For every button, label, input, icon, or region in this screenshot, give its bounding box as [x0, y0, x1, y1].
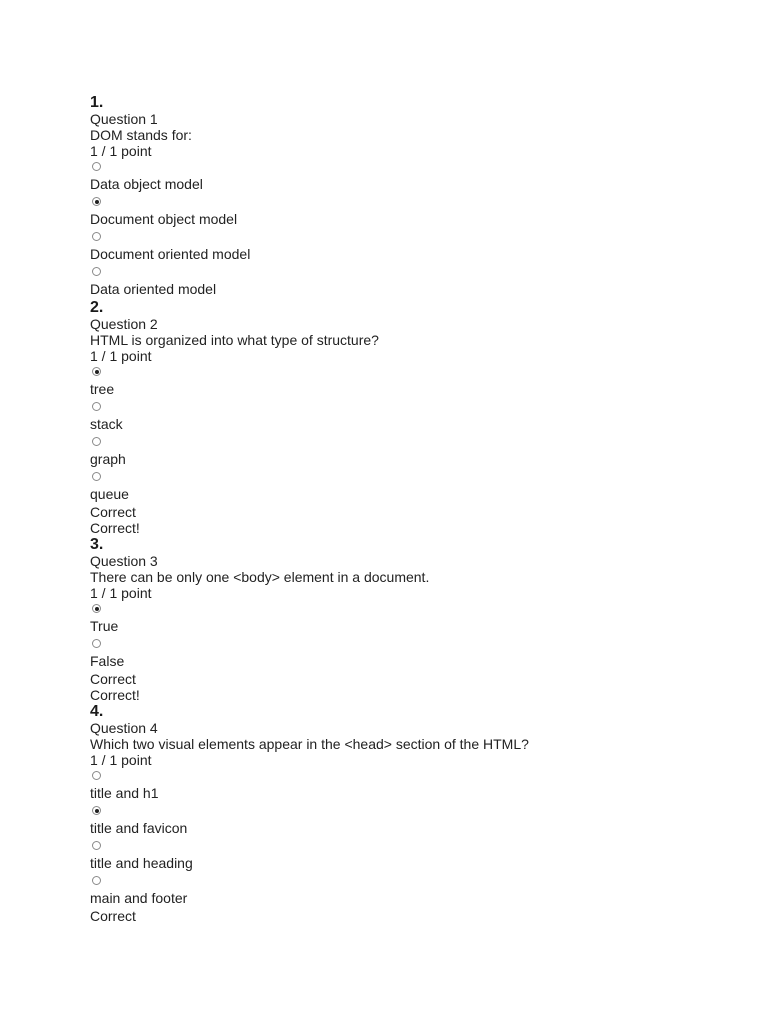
answer-option[interactable] [90, 399, 730, 415]
answer-option-label[interactable]: Data oriented model [90, 281, 217, 297]
question-number: 4. [90, 703, 104, 720]
radio-button[interactable] [92, 232, 101, 241]
question-points: 1 / 1 point [90, 348, 152, 364]
question-block [90, 94, 730, 299]
feedback-text: Correct! [90, 687, 140, 703]
quiz-content [90, 94, 730, 924]
answer-option-label[interactable]: main and footer [90, 890, 188, 906]
answer-option-label[interactable]: title and favicon [90, 820, 188, 836]
answer-option[interactable] [90, 264, 730, 280]
answer-option-label[interactable]: Document oriented model [90, 246, 251, 262]
answer-option[interactable] [90, 768, 730, 784]
answer-option[interactable] [90, 636, 730, 652]
answer-option[interactable] [90, 469, 730, 485]
answer-option-label[interactable]: queue [90, 486, 129, 502]
radio-button[interactable] [92, 472, 101, 481]
question-points: 1 / 1 point [90, 585, 152, 601]
question-prompt: HTML is organized into what type of structure? [90, 332, 379, 348]
answer-option[interactable] [90, 364, 730, 380]
radio-button-selected[interactable] [92, 806, 101, 815]
question-block [90, 703, 730, 924]
answer-option-label[interactable]: Document object model [90, 211, 238, 227]
question-block [90, 536, 730, 703]
feedback-text: Correct! [90, 520, 140, 536]
radio-button[interactable] [92, 841, 101, 850]
answer-option-label[interactable]: tree [90, 381, 115, 397]
answer-option[interactable] [90, 229, 730, 245]
question-title: Question 4 [90, 720, 158, 736]
radio-button[interactable] [92, 402, 101, 411]
answer-option[interactable] [90, 803, 730, 819]
radio-button-selected[interactable] [92, 197, 101, 206]
radio-button[interactable] [92, 771, 101, 780]
answer-option[interactable] [90, 159, 730, 175]
question-title: Question 1 [90, 111, 158, 127]
question-number: 1. [90, 94, 104, 111]
question-prompt: There can be only one <body> element in a document. [90, 569, 430, 585]
radio-button-selected[interactable] [92, 604, 101, 613]
question-prompt: DOM stands for: [90, 127, 192, 143]
answer-option-label[interactable]: title and heading [90, 855, 193, 871]
question-number: 3. [90, 536, 104, 553]
question-points: 1 / 1 point [90, 143, 152, 159]
question-title: Question 2 [90, 316, 158, 332]
radio-button[interactable] [92, 876, 101, 885]
radio-button[interactable] [92, 639, 101, 648]
question-points: 1 / 1 point [90, 752, 152, 768]
feedback-text: Correct [90, 908, 136, 924]
answer-option-label[interactable]: True [90, 618, 119, 634]
radio-button[interactable] [92, 162, 101, 171]
question-number: 2. [90, 299, 104, 316]
answer-option-label[interactable]: Data object model [90, 176, 203, 192]
answer-option[interactable] [90, 601, 730, 617]
question-block [90, 299, 730, 536]
radio-button-selected[interactable] [92, 367, 101, 376]
question-prompt: Which two visual elements appear in the <head> section of the HTML? [90, 736, 529, 752]
answer-option[interactable] [90, 434, 730, 450]
answer-option[interactable] [90, 194, 730, 210]
answer-option-label[interactable]: title and h1 [90, 785, 159, 801]
answer-option[interactable] [90, 838, 730, 854]
answer-option-label[interactable]: False [90, 653, 125, 669]
question-title: Question 3 [90, 553, 158, 569]
radio-button[interactable] [92, 437, 101, 446]
radio-button[interactable] [92, 267, 101, 276]
answer-option-label[interactable]: stack [90, 416, 123, 432]
answer-option[interactable] [90, 873, 730, 889]
feedback-text: Correct [90, 504, 136, 520]
feedback-text: Correct [90, 671, 136, 687]
answer-option-label[interactable]: graph [90, 451, 126, 467]
